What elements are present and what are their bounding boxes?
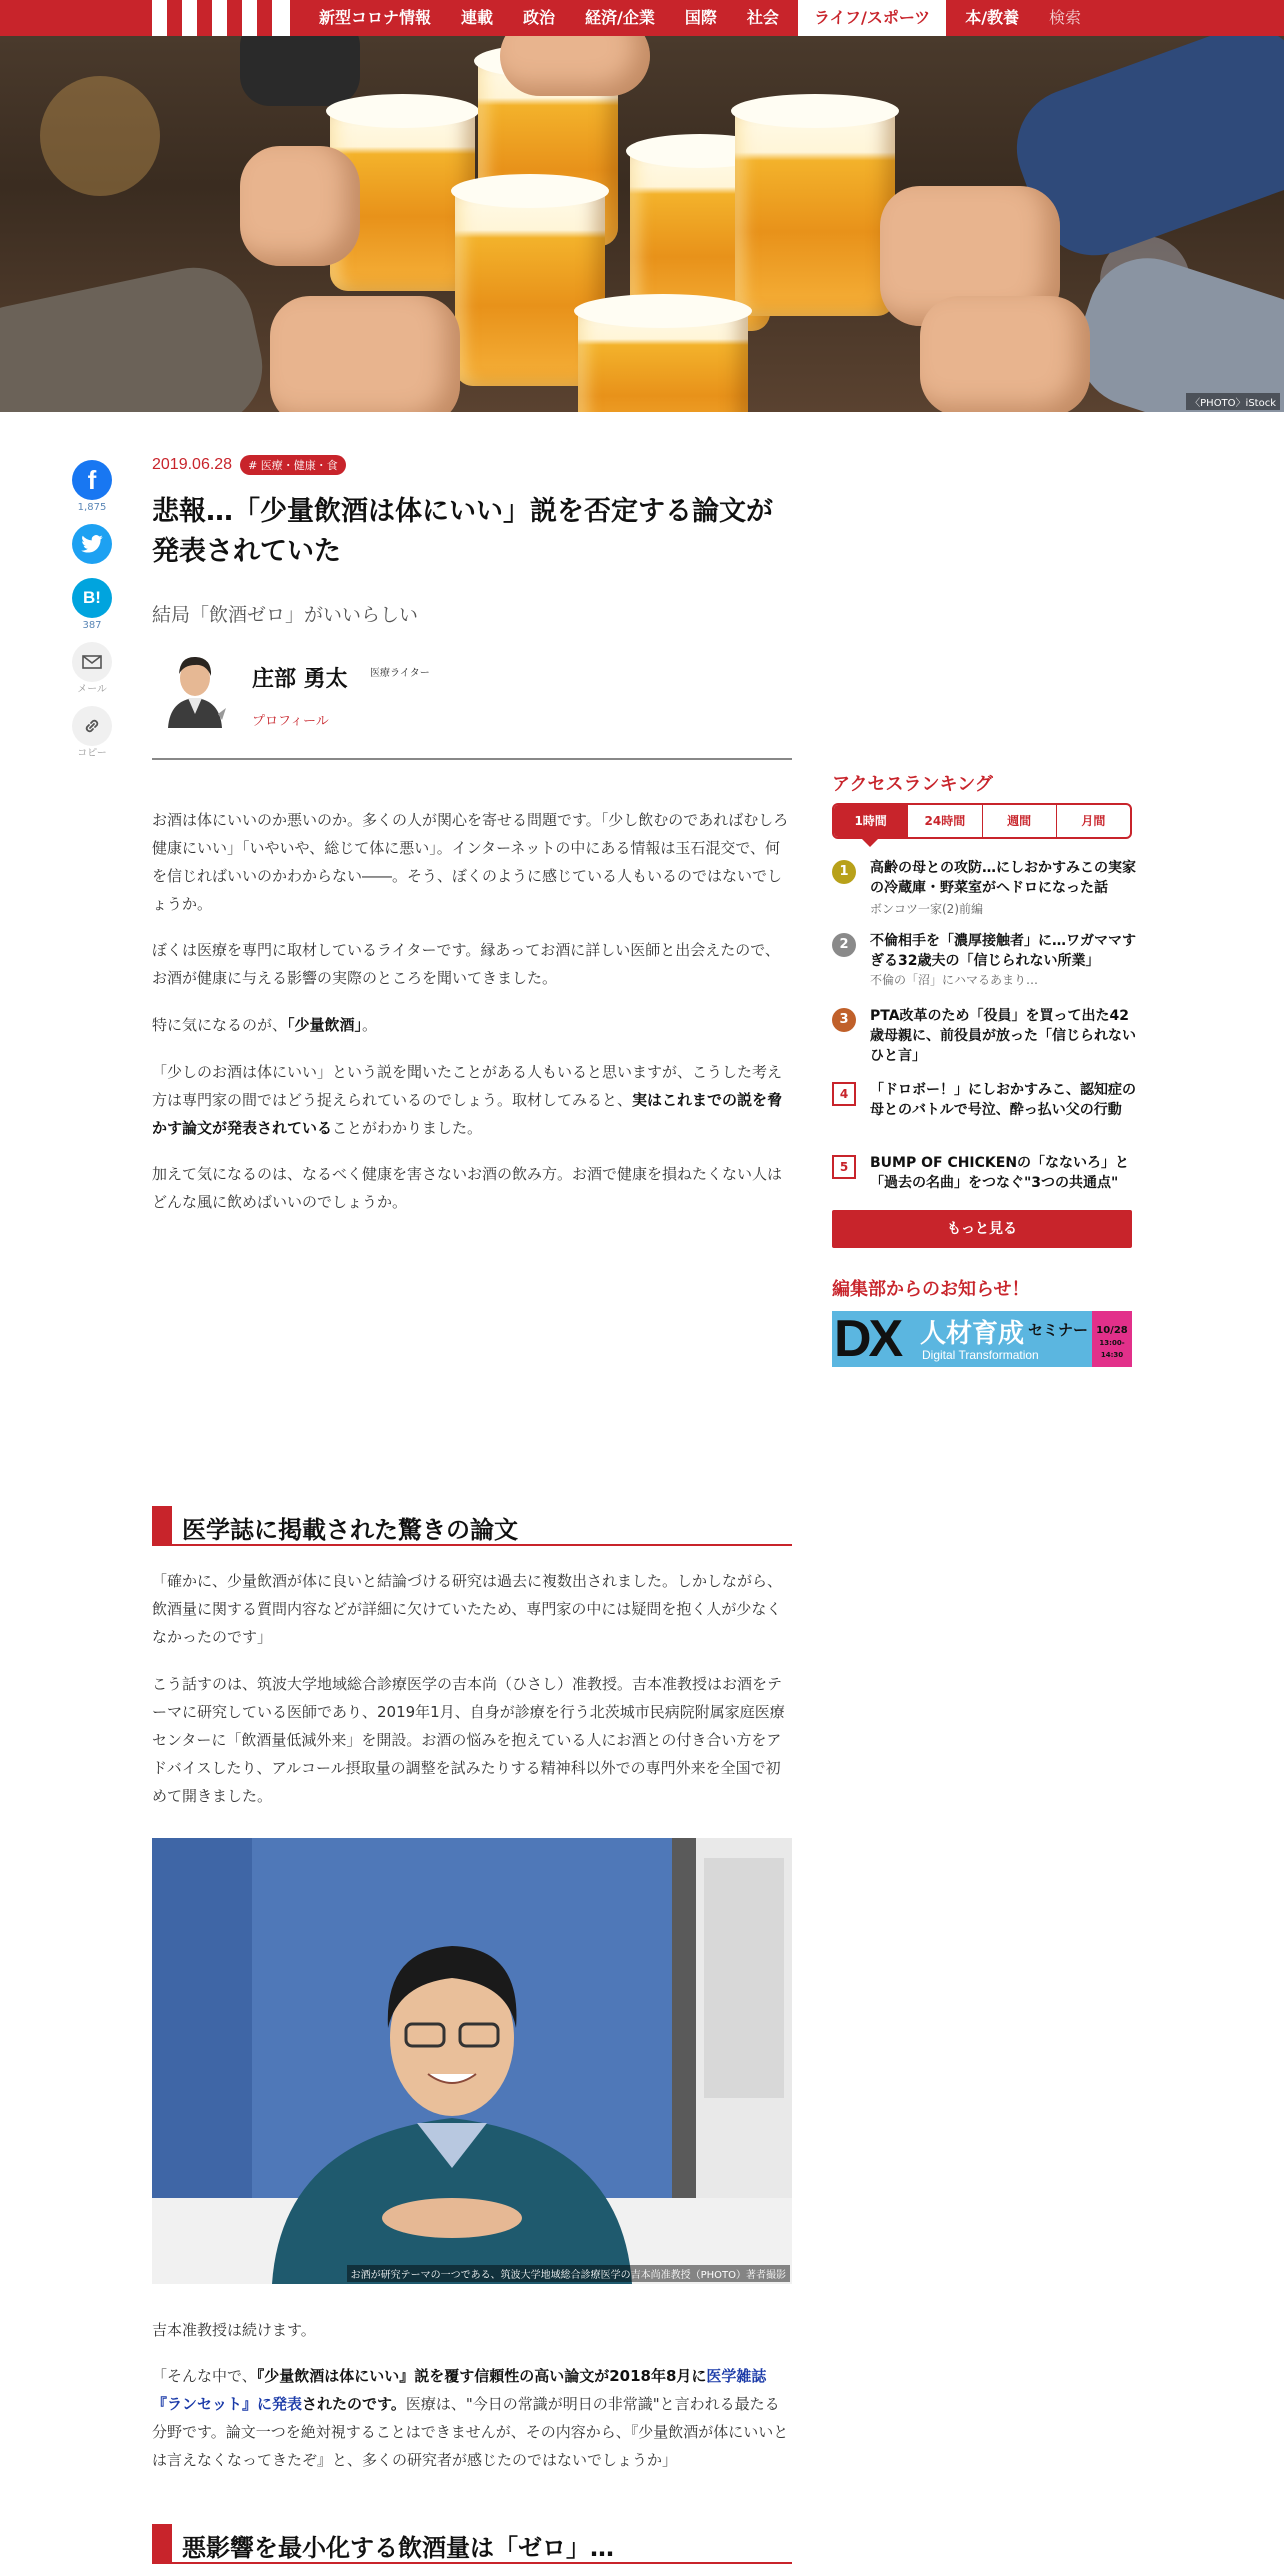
- more-button[interactable]: もっと見る: [832, 1210, 1132, 1248]
- article-subtitle: 結局「飲酒ゼロ」がいいらしい: [152, 604, 419, 626]
- hero-image: [0, 36, 1284, 412]
- rank-number: 2: [832, 933, 856, 957]
- ranking-tabs: [832, 803, 1132, 839]
- ranking-tab[interactable]: 週間: [982, 805, 1056, 837]
- ranking-item-title[interactable]: 不倫相手を「濃厚接触者」に…ワガママすぎる32歳夫の「信じられない所業」: [870, 933, 1136, 969]
- category-tag[interactable]: # 医療・健康・食: [240, 455, 346, 475]
- copy-link-button[interactable]: [72, 706, 112, 746]
- mail-label: メール: [77, 684, 107, 695]
- article-date: 2019.06.28: [152, 456, 233, 473]
- nav-item[interactable]: 社会: [746, 8, 779, 27]
- paragraph: こう話すのは、筑波大学地域総合診療医学の吉本尚（ひさし）准教授。吉本准教授はお酒をテーマに研究している医師であり、2019年1月、自身が診療を行う北茨城市民病院附属家庭医療センターに「飲酒量低減外来」を開設。お酒の悩みを抱えている人にお酒との付き合い方をアドバイスしたり、アルコール摂取量の調整を試みたりする精神科以外での専門外来を全国で初めて開きました。: [152, 1675, 785, 1805]
- ranking-item-subtitle: ボンコツ一家(2)前編: [870, 902, 983, 916]
- hero-photo-credit: 〈PHOTO〉iStock: [1186, 393, 1280, 410]
- paragraph: 「少しのお酒は体にいい」という説を聞いたことがある人もいると思いますが、こうした考え方は専門家の間ではどう捉えられているのでしょう。取材してみると、実はこれまでの説を脅かす論文が発表されていることがわかりました。: [152, 1063, 783, 1137]
- paragraph: 加えて気になるのは、なるべく健康を害さないお酒の飲み方。お酒で健康を損ねたくない人はどんな風に飲めばいいのでしょうか。: [152, 1165, 783, 1211]
- paragraph: 「確かに、少量飲酒が体に良いと結論づける研究は過去に複数出されました。しかしながら、飲酒量に関する質問内容などが詳細に欠けていたため、専門家の中には疑問を抱く人が少なくなかったのです」: [152, 1572, 783, 1646]
- ranking-item-title[interactable]: PTA改革のため「役員」を買って出た42歳母親に、前役員が放った「信じられないひと言」: [870, 1008, 1136, 1064]
- link-icon: [82, 716, 102, 736]
- author-name[interactable]: 庄部 勇太: [252, 667, 348, 692]
- paragraph: 特に気になるのが、「少量飲酒」。: [152, 1016, 378, 1034]
- paragraph: 吉本准教授は続けます。: [152, 2321, 316, 2339]
- lancet-link[interactable]: 医学雑誌『ランセット』に発表: [152, 2367, 767, 2413]
- ranking-item-title[interactable]: 「ドロボー！」にしおかすみこ、認知症の母とのバトルで号泣、酔っ払い父の行動: [870, 1082, 1136, 1118]
- mail-icon: [82, 655, 102, 669]
- paragraph: お酒は体にいいのか悪いのか。多くの人が関心を寄せる問題です。「少し飲むのであればむしろ健康にいい」「いやいや、総じて体に悪い」。インターネットの中にある情報は玉石混交で、何を信じればいいのかわからない――。そう、ぼくのように感じている人もいるのではないでしょうか。: [152, 811, 789, 913]
- nav-items: [304, 0, 1096, 36]
- section-heading: 悪影響を最小化する飲酒量は「ゼロ」…: [152, 2524, 792, 2564]
- nav-item[interactable]: 政治: [523, 8, 556, 27]
- hatena-bookmark-icon: B!: [83, 588, 101, 607]
- ranking-item-title[interactable]: BUMP OF CHICKENの「なないろ」と「過去の名曲」をつなぐ"3つの共通点": [870, 1155, 1130, 1191]
- author-profile-link[interactable]: プロフィール: [252, 714, 329, 729]
- twitter-share-button[interactable]: [72, 524, 112, 564]
- nav-item[interactable]: 経済/企業: [585, 8, 655, 27]
- nav-item[interactable]: 新型コロナ情報: [319, 8, 432, 27]
- ranking-title: アクセスランキング: [832, 774, 993, 795]
- nav-item[interactable]: 国際: [684, 8, 717, 27]
- article-meta: [152, 455, 346, 475]
- hatena-bookmark-button[interactable]: [72, 578, 112, 618]
- nav-search[interactable]: 検索: [1049, 8, 1082, 27]
- article-title: 悲報…「少量飲酒は体にいい」説を否定する論文が発表されていた: [152, 496, 773, 567]
- rank-number: 5: [832, 1155, 856, 1179]
- hatena-bookmark-count: 387: [82, 620, 102, 631]
- ranking-tab[interactable]: 24時間: [907, 805, 981, 837]
- ranking-tab[interactable]: 1時間: [834, 805, 907, 837]
- article-photo: [152, 1838, 792, 2284]
- rank-number: 1: [832, 860, 856, 884]
- facebook-share-button[interactable]: [72, 460, 112, 500]
- ranking-item-title[interactable]: 高齢の母との攻防…にしおかすみこの実家の冷蔵庫・野菜室がヘドロになった話: [870, 860, 1136, 896]
- photo-caption: お酒が研究テーマの一つである、筑波大学地域総合診療医学の吉本尚准教授（PHOTO）著者撮影: [347, 2265, 790, 2282]
- rank-number: 4: [832, 1082, 856, 1106]
- author-avatar[interactable]: [160, 648, 230, 728]
- site-logo[interactable]: [152, 0, 290, 36]
- ranking-item-subtitle: 不倫の「沼」にハマるあまり…: [870, 973, 1039, 987]
- twitter-icon: [81, 535, 103, 553]
- author-role: 医療ライター: [370, 668, 430, 679]
- dx-seminar-banner[interactable]: DX 人材育成 セミナー Digital Transformation 10/28 13:00-14:30: [832, 1311, 1132, 1367]
- nav-item[interactable]: 本/教養: [965, 8, 1020, 27]
- mail-share-button[interactable]: [72, 642, 112, 682]
- notice-title: 編集部からのお知らせ！: [832, 1279, 1030, 1300]
- section-heading: 医学誌に掲載された驚きの論文: [152, 1506, 792, 1546]
- top-navigation: [0, 0, 1284, 36]
- rank-number: 3: [832, 1008, 856, 1032]
- active-tab-indicator: [862, 839, 878, 847]
- facebook-icon: f: [87, 464, 97, 495]
- copy-label: コピー: [77, 748, 107, 759]
- nav-item[interactable]: 連載: [461, 8, 494, 27]
- social-share-bar: [70, 460, 114, 770]
- paragraph: ぼくは医療を専門に取材しているライターです。縁あってお酒に詳しい医師と出会えたので、お酒が健康に与える影響の実際のところを聞いてきました。: [152, 941, 780, 987]
- facebook-share-count: 1,875: [77, 502, 107, 513]
- nav-item[interactable]: ライフ/スポーツ: [798, 0, 946, 36]
- ranking-tab[interactable]: 月間: [1056, 805, 1130, 837]
- header-divider: [152, 758, 792, 760]
- paragraph: 「そんな中で、『少量飲酒は体にいい』説を覆す信頼性の高い論文が2018年8月に医学雑誌『ランセット』に発表されたのです。医療は、"今日の常識が明日の非常識"と言われる最たる分野です。論文一つを絶対視することはできませんが、その内容から、『少量飲酒が体にいいとは言えなくなってきたぞ』と、多くの研究者が感じたのではないでしょうか」: [152, 2367, 789, 2469]
